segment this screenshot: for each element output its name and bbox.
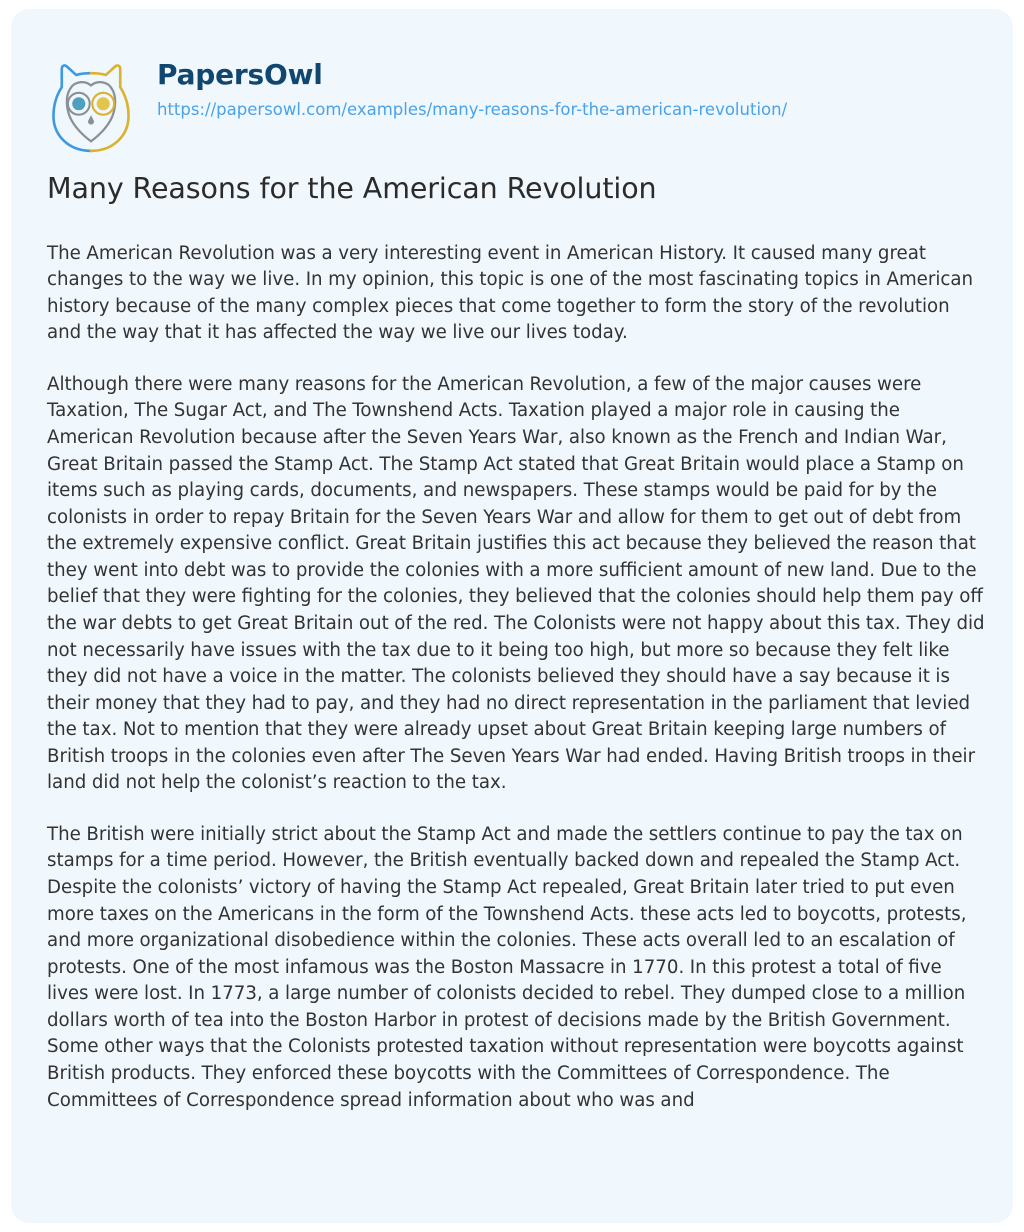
article (47, 171, 985, 1114)
brand-name: PapersOwl (157, 58, 323, 91)
paragraph: The American Revolution was a very interesting event in American History. It caused many great changes to the way we live. In my opinion, this topic is one of the most fascinating topics in American history because of the many complex pieces that come together to form the story of the revolution and the way that it has affected the way we live our lives today. (47, 242, 974, 344)
page-title: Many Reasons for the American Revolution (47, 172, 657, 205)
source-url[interactable]: https://papersowl.com/examples/many-reasons-for-the-american-revolution/ (157, 100, 788, 120)
article-body (47, 241, 985, 1114)
owl-logo-icon (47, 61, 135, 157)
paragraph: The British were initially strict about the Stamp Act and made the settlers continue to pay the tax on stamps for a time period. However, the British eventually backed down and repealed the Stamp Act. Despite the colonists’ victory of having the Stamp Act repealed, Great Britain later tried to put even more taxes on the Americans in the form of the Townshend Acts. these acts led to boycotts, protests, and more organizational disobedience within the colonies. These acts overall led to an escalation of protests. One of the most infamous was the Boston Massacre in 1770. In this protest a total of five lives were lost. In 1773, a large number of colonists decided to rebel. They dumped close to a million dollars worth of tea into the Boston Harbor in protest of decisions made by the British Government. Some other ways that the Colonists protested taxation without representation were boycotts against British products. They enforced these boycotts with the Committees of Correspondence. The Committees of Correspondence spread information about who was and (47, 823, 967, 1111)
brand-text-block (157, 55, 787, 120)
brand-header (47, 55, 787, 157)
paragraph: Although there were many reasons for the American Revolution, a few of the major causes were Taxation, The Sugar Act, and The Townshend Acts. Taxation played a major role in causing the American Revolution because after the Seven Years War, also known as the French and Indian War, Great Britain passed the Stamp Act. The Stamp Act stated that Great Britain would place a Stamp on items such as playing cards, documents, and newspapers. These stamps would be paid for by the colonists in order to repay Britain for the Seven Years War and allow for them to get out of debt from the extremely expensive conflict. Great Britain justifies this act because they believed the reason that they went into debt was to provide the colonies with a more sufficient amount of new land. Due to the belief that they were fighting for the colonies, they believed that the colonies should help them pay off the war debts to get Great Britain out of the red. The Colonists were not happy about this tax. They did not necessarily have issues with the tax due to it being too high, but more so because they felt like they did not have a voice in the matter. The colonists believed they should have a say because it is their money that they had to pay, and they had no direct representation in the parliament that levied the tax. Not to mention that they were already upset about Great Britain keeping large numbers of British troops in the colonies even after The Seven Years War had ended. Having British troops in their land did not help the colonist’s reaction to the tax. (47, 373, 985, 794)
document-card (11, 9, 1013, 1223)
